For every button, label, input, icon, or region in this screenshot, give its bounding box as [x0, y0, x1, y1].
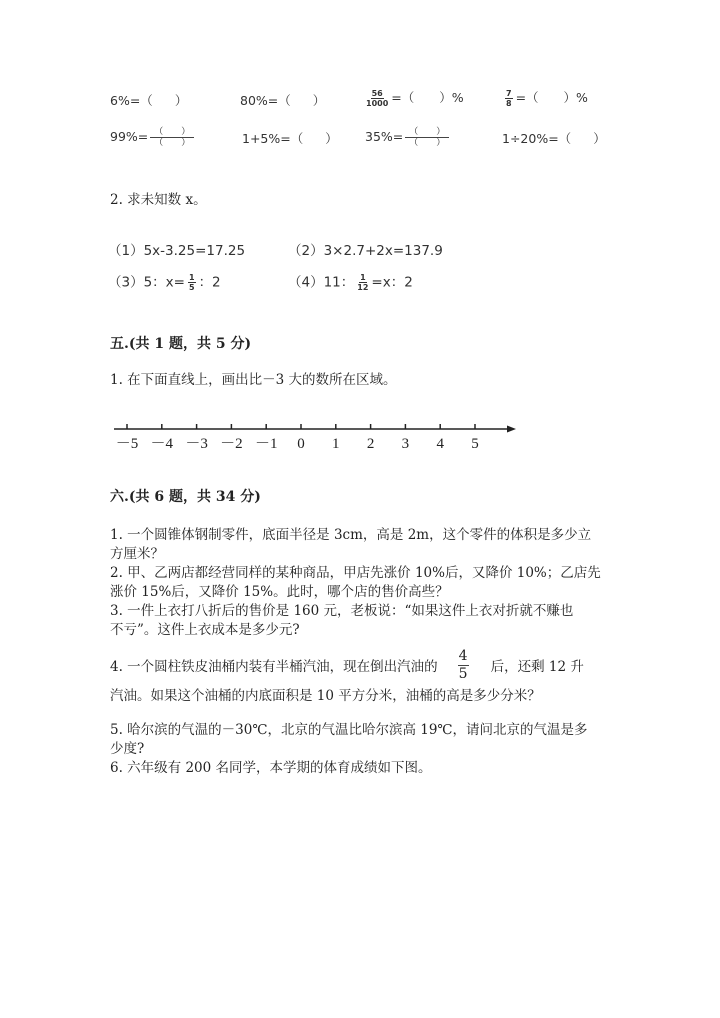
denominator: （ ）	[154, 138, 191, 148]
denominator: 8	[506, 99, 512, 108]
number-line-label: 2	[366, 436, 375, 452]
text: 后，还剩 12 升	[490, 659, 584, 675]
numerator: （ ）	[150, 127, 194, 138]
equation-2: （2）3×2.7+2x=137.9	[288, 243, 443, 259]
question-4-line-1	[110, 650, 584, 685]
expr: 80%=（	[240, 93, 291, 108]
equation-3	[108, 273, 221, 293]
numerator: 1	[360, 273, 366, 282]
denominator: 5	[458, 666, 468, 682]
denominator: 12	[357, 283, 369, 292]
equation-4	[288, 273, 413, 293]
question-2-line-1: 2. 甲、乙两店都经营同样的某种商品，甲店先涨价 10%后，又降价 10%；乙店先	[110, 565, 601, 581]
denominator: 5	[188, 283, 195, 292]
question-2-line-2: 涨价 15%后，又降价 15%。此时，哪个店的售价高些？	[110, 584, 449, 600]
question-1-line-2: 方厘米？	[110, 546, 164, 562]
question-1-line-1: 1. 一个圆锥体钢制零件，底面半径是 3cm，高是 2m，这个零件的体积是多少立	[110, 527, 592, 543]
numerator: 4	[458, 648, 468, 664]
fraction-blank	[150, 127, 194, 148]
paren: ）	[174, 93, 188, 108]
numerator: 1	[188, 273, 195, 282]
number-line-label: －4	[150, 436, 174, 452]
section-5-question-1: 1. 在下面直线上，画出比－3 大的数所在区域。	[110, 372, 397, 388]
expr: 99%=	[110, 129, 149, 144]
number-line-label: 5	[471, 436, 479, 452]
paren: ）	[593, 131, 606, 146]
question-4-line-2: 汽油。如果这个油桶的内底面积是 10 平方分米，油桶的高是多少分米？	[110, 688, 541, 704]
expr: =（ ）%	[515, 90, 588, 105]
expr: =x：2	[371, 274, 413, 291]
expr: 1÷20%=（	[502, 131, 572, 146]
fraction	[505, 89, 513, 108]
denominator: 1000	[366, 99, 389, 108]
expr: 6%=（	[110, 93, 153, 108]
conversion-99-percent	[110, 127, 194, 148]
question-5-line-2: 少度?	[110, 741, 145, 757]
conversion-7-8	[502, 88, 588, 108]
question-6: 6. 六年级有 200 名同学，本学期的体育成绩如下图。	[110, 760, 432, 776]
fraction-blank	[405, 127, 449, 148]
conversion-56-1000	[363, 88, 464, 108]
paren: ）	[325, 131, 338, 146]
arrow-right-icon	[507, 426, 516, 433]
number-line-label: －1	[254, 436, 278, 452]
number-line-label: 3	[401, 436, 410, 452]
number-line-label: －5	[115, 436, 139, 452]
denominator: （ ）	[409, 138, 446, 148]
question-5-line-1: 5. 哈尔滨的气温的－30℃，北京的气温比哈尔滨高 19℃，请问北京的气温是多	[110, 722, 588, 738]
fraction	[366, 89, 388, 108]
number-line-label: 4	[436, 436, 444, 452]
number-line	[0, 410, 720, 460]
conversion-1-plus-5-percent	[242, 129, 338, 148]
numerator: （ ）	[405, 127, 449, 138]
conversion-35-percent	[365, 127, 449, 148]
text: 4. 一个圆柱铁皮油桶内装有半桶汽油，现在倒出汽油的	[110, 659, 438, 675]
expr: （4）11：	[288, 274, 355, 291]
expr: 35%=	[365, 129, 404, 144]
expr: （3）5：x=	[108, 274, 185, 291]
fraction	[357, 273, 368, 292]
expr: 1+5%=（	[242, 131, 304, 146]
question-2-title: 2. 求未知数 x。	[110, 192, 207, 208]
expr: =（ ）%	[391, 90, 464, 105]
conversion-1-div-20-percent	[502, 129, 606, 148]
conversion-6-percent	[110, 91, 187, 110]
numerator: 56	[371, 89, 383, 98]
section-6-heading: 六.(共 6 题，共 34 分)	[110, 489, 261, 505]
number-line-label: 0	[297, 436, 305, 452]
number-line-label: －2	[220, 436, 243, 452]
fraction	[188, 273, 196, 292]
number-line-label: 1	[332, 436, 340, 452]
numerator: 7	[506, 89, 512, 98]
section-5-heading: 五.(共 1 题，共 5 分)	[110, 336, 252, 352]
conversion-80-percent	[240, 91, 325, 110]
expr: ：2	[198, 274, 221, 291]
number-line-label: －3	[185, 436, 208, 452]
question-3-line-2: 不亏”。这件上衣成本是多少元?	[110, 622, 300, 638]
fraction	[458, 648, 469, 683]
equation-1: （1）5x-3.25=17.25	[108, 243, 246, 259]
question-3-line-1: 3. 一件上衣打八折后的售价是 160 元，老板说：“如果这件上衣对折就不赚也	[110, 603, 574, 619]
paren: ）	[312, 93, 326, 108]
